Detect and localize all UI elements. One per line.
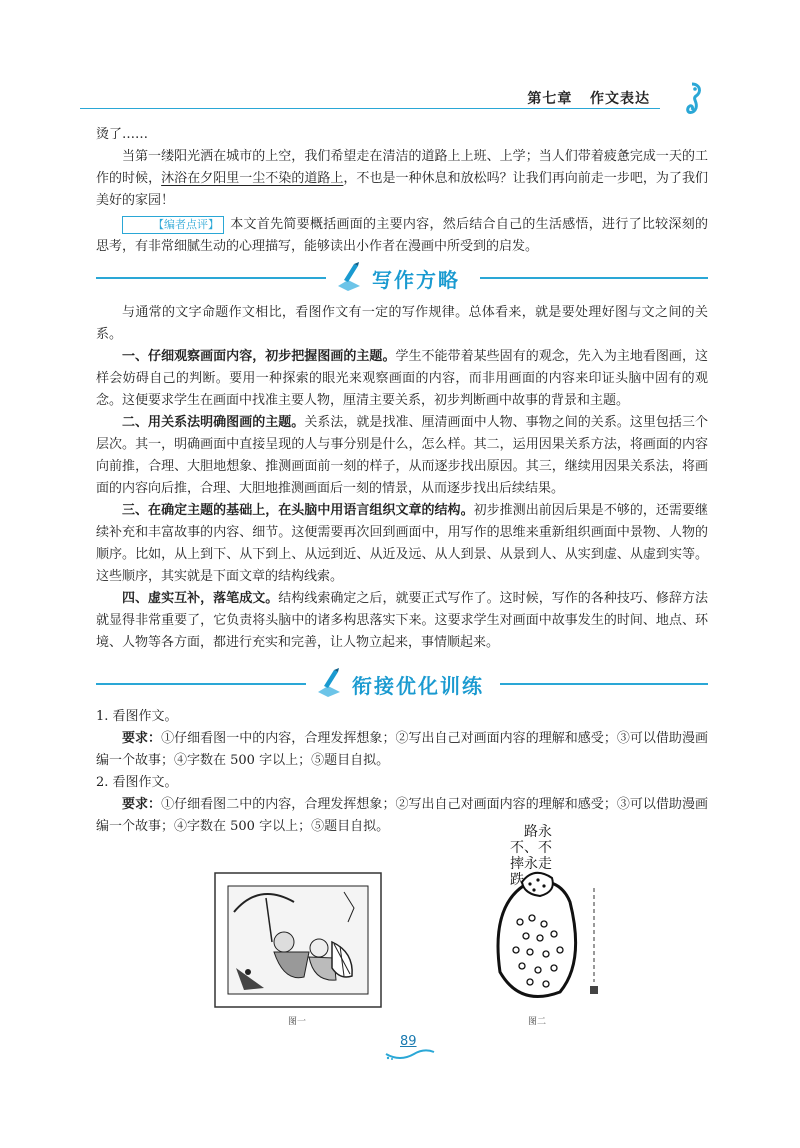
page-number-badge [380,1032,440,1062]
point-1-heading: 一、仔细观察画面内容，初步把握图画的主题。 [122,349,396,364]
inscription-line-3: 摔永走 [510,856,552,872]
section-heading-training [96,664,708,704]
question-1: 1. 看图作文。 [96,709,178,724]
point-3-heading: 三、在确定主题的基础上，在头脑中用语言组织文章的结构。 [122,503,474,518]
heading-rule-left [96,277,326,279]
section-title-training: 衔接优化训练 [352,674,484,698]
editor-note-text: 本文首先简要概括画面的主要内容，然后结合自己的生活感悟，进行了比较深刻的思考，有非常细腻生动的心理描写，能够读出小作者在漫画中所受到的启发。 [96,217,708,254]
seahorse-logo-icon [670,80,710,120]
inscription-line-2: 不、不 [510,840,552,856]
intro-block [96,124,708,258]
req-text: ①仔细看图一中的内容，合理发挥想象；②写出自己对画面内容的理解和感受；③可以借助漫画编一个故事；④字数在 500 字以上；⑤题目自拟。 [96,731,708,768]
inscription-line-4: 跌 [510,872,524,888]
section-heading-strategy [96,258,708,298]
intro-paragraph [96,146,708,212]
strategy-point-4 [96,588,708,654]
heading-rule-right [500,683,708,685]
strategy-point-1 [96,346,708,412]
point-4-text: 结构线索确定之后，就要正式写作了。这时候，写作的各种技巧、修辞方法就显得非常重要了，它负责将头脑中的诸多构思落实下来。这要求学生对画面中故事发生的时间、地点、环境、人物等各方面，都进行充实和完善，让人物立起来，事情顺起来。 [96,591,708,650]
intro-underlined: 沐浴在夕阳里一尘不染的道路上 [161,171,344,186]
point-4-heading: 四、虚实互补，落笔成文。 [122,591,279,606]
chapter-name: 作文表达 [590,91,650,107]
chapter-number: 第七章 [527,91,573,107]
editor-note-tag: 【编者点评】 [122,216,224,234]
chapter-title [527,88,650,108]
intro-line0: 烫了…… [96,127,149,142]
req-label: 要求： [122,731,162,746]
intro-text-a: 当第一缕阳光洒在城市的上空，我们希望走在清洁的道路上上班、上学；当人们带着疲惫完成一天的工作的时候， [96,149,708,186]
page-header [80,82,720,116]
intro-text-b: ，不也是一种休息和放松吗？让我们再向前走一步吧，为了我们美好的家园！ [96,171,708,208]
req-text: ①仔细看图二中的内容，合理发挥想象；②写出自己对画面内容的理解和感受；③可以借助漫画编一个故事；④字数在 500 字以上；⑤题目自拟。 [96,797,708,834]
point-2-text: 关系法，就是找准、厘清画面中人物、事物之间的关系。这里包括三个层次。其一，明确画面中直接呈现的人与事分别是什么，怎么样。其二，运用因果关系方法，将画面的内容向前推，合理、大胆地想象、推测画面前一刻的样子，从而逐步找出原因。其三，继续用因果关系法，将画面的内容向后推，合理、大胆地推测画面后一刻的情景，从而逐步找出后续结果。 [96,415,708,496]
question-2-requirements [96,794,708,838]
figure-1-caption: 图一 [288,1017,307,1027]
section-title-strategy: 写作方略 [372,268,460,292]
strategy-point-2 [96,412,708,500]
pen-book-icon [314,666,344,698]
strategy-point-3 [96,500,708,588]
question-2: 2. 看图作文。 [96,775,178,790]
figure-2-caption: 图二 [528,1017,547,1027]
question-1-requirements [96,728,708,772]
point-2-heading: 二、用关系法明确图画的主题。 [122,415,305,430]
page-number: 89 [400,1034,417,1049]
heading-rule-left [96,683,306,685]
pen-book-icon [334,260,364,292]
editor-note [96,214,708,258]
point-3-text: 初步推测出前因后果是不够的，还需要继续补充和丰富故事的内容、细节。这便需要再次回到画面中，用写作的思维来重新组织画面中景物、人物的顺序。比如，从上到下、从下到上、从远到近、从近及远、从人到景、从景到人、从实到虚、从虚到实等。这些顺序，其实就是下面文章的结构线索。 [96,503,708,584]
figure-2-inscription [510,824,552,888]
figure-1-cartoon [214,872,382,1008]
point-1-text: 学生不能带着某些固有的观念，先入为主地看图画，这样会妨碍自己的判断。要用一种探索的眼光来观察画面的内容，而非用画面的内容来印证头脑中固有的观念。这便要求学生在画面中找准主要人物，厘清主要关系，初步判断画中故事的背景和主题。 [96,349,708,408]
req-label: 要求： [122,797,162,812]
strategy-intro: 与通常的文字命题作文相比，看图作文有一定的写作规律。总体看来，就是要处理好图与文之间的关系。 [96,305,708,342]
strategy-body [96,302,708,654]
heading-rule-right [480,277,708,279]
training-body [96,706,708,838]
header-rule [80,108,660,109]
inscription-line-1: 路永 [524,824,552,840]
